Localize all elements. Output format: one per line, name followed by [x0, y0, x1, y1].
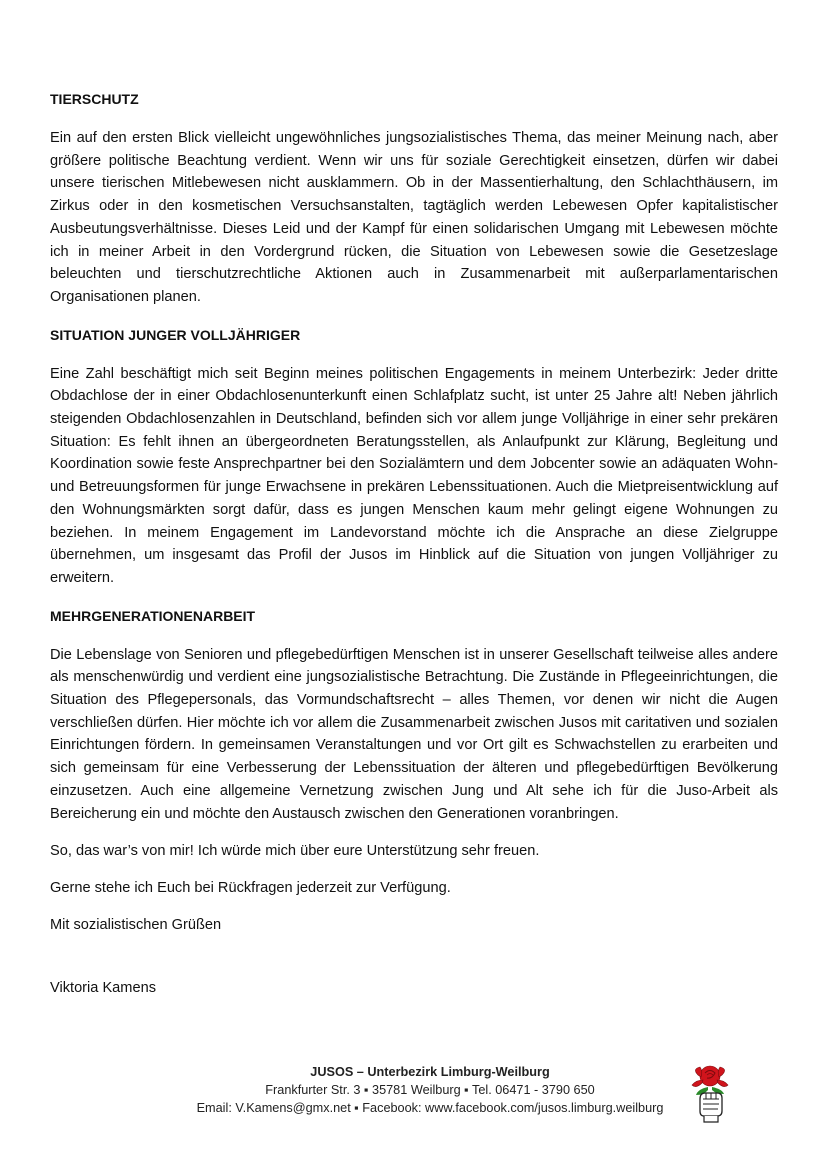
signature-name: Viktoria Kamens [50, 980, 156, 997]
section-heading-tierschutz: TIERSCHUTZ [50, 91, 139, 107]
section-text-junge-volljaehrige: Eine Zahl beschäftigt mich seit Beginn meines politischen Engagements in meinem Unterbezirk: Jeder dritte Obdachlose der in einer Obdachlosenunterkunft einen Schlafplatz sucht, ist unter 25 Jahre alt! Neben jährlich steigenden Obdachlosenzahlen in Deutschland, befinden sich vor allem junge Volljährige in einer sehr prekären Situation: Es fehlt ihnen an übergeordneten Beratungsstellen, als Anlaufpunkt zur Klärung, Begleitung und Koordination sowie feste Ansprechpartner bei den Sozialämtern und dem Jobcenter sowie an adäquaten Wohn- und Betreuungsformen für junge Erwachsene in prekären Lebenssituationen. Auch die Mietpreisentwicklung auf den Wohnungsmärkten sorgt dafür, dass es jungen Menschen kaum mehr gelingt eigene Wohnungen zu beziehen. In meinem Engagement im Landevorstand möchte ich die Ansprache an diese Zielgruppe übernehmen, um insgesamt das Profil der Jusos im Hinblick auf die Situation von jungen Volljähriger zu erweitern. [50, 365, 778, 586]
section-text-tierschutz: Ein auf den ersten Blick vielleicht ungewöhnliches jungsozialistisches Thema, das meiner Meinung nach, aber größere politische Beachtung verdient. Wenn wir uns für soziale Gerechtigkeit einsetzen, dürfen wir dabei unsere tierischen Mitlebewesen nicht ausklammern. Ob in der Massentierhaltung, den Schlachthäusern, im Zirkus oder in den kosmetischen Versuchsanstalten, tagtäglich werden Lebewesen Opfer kapitalistischer Ausbeutungsverhältnisse. Dieses Leid und der Kampf für einen solidarischen Umgang mit Lebewesen möchte ich in meiner Arbeit in den Vordergrund rücken, die Situation von Lebewesen sowie die Gesetzeslage beleuchten und tierschutzrechtliche Aktionen auch in Zusammenarbeit mit außerparlamentarischen Organisationen planen. [50, 130, 778, 305]
footer [120, 1063, 740, 1117]
section-heading-mehrgenerationenarbeit: MEHRGENERATIONENARBEIT [50, 607, 256, 624]
greeting: Mit sozialistischen Grüßen [50, 916, 222, 933]
letter-body [50, 88, 778, 1014]
section-text-mehrgenerationenarbeit: Die Lebenslage von Senioren und pflegebedürftigen Menschen ist in unserer Gesellschaft teilweise alles andere als menschenwürdig und verdient eine jungsozialistische Betrachtung. Die Zustände in Pflegeeinrichtungen, die Situation des Pflegepersonals, das Vormundschaftsrecht – alles Themen, vor denen wir nicht die Augen verschließen dürfen. Hier möchte ich vor allem die Zusammenarbeit zwischen Jusos mit caritativen und sozialen Einrichtungen fördern. In gemeinsamen Veranstaltungen und vor Ort gilt es Schwachstellen zu erarbeiten und sich gemeinsam für eine Verbesserung der Lebenssituation der älteren und pflegebedürftigen Bevölkerung einzusetzen. Auch eine allgemeine Vernetzung zwischen Jung und Alt sehe ich für die Juso-Arbeit als Bereicherung ein und möchte den Austausch zwischen den Generationen voranbringen. [50, 646, 778, 822]
rose-fist-icon [688, 1063, 732, 1123]
closing-line: So, das war’s von mir! Ich würde mich über eure Unterstützung sehr freuen. [50, 843, 540, 860]
section-heading-junge-volljaehrige: SITUATION JUNGER VOLLJÄHRIGER [50, 326, 301, 343]
footer-contact: Email: V.Kamens@gmx.net ▪ Facebook: www.facebook.com/jusos.limburg.weilburg [196, 1101, 664, 1115]
footer-organization: JUSOS – Unterbezirk Limburg-Weilburg [310, 1065, 550, 1079]
contact-offer-line: Gerne stehe ich Euch bei Rückfragen jederzeit zur Verfügung. [50, 879, 451, 896]
footer-address: Frankfurter Str. 3 ▪ 35781 Weilburg ▪ Tel. 06471 - 3790 650 [265, 1083, 595, 1097]
